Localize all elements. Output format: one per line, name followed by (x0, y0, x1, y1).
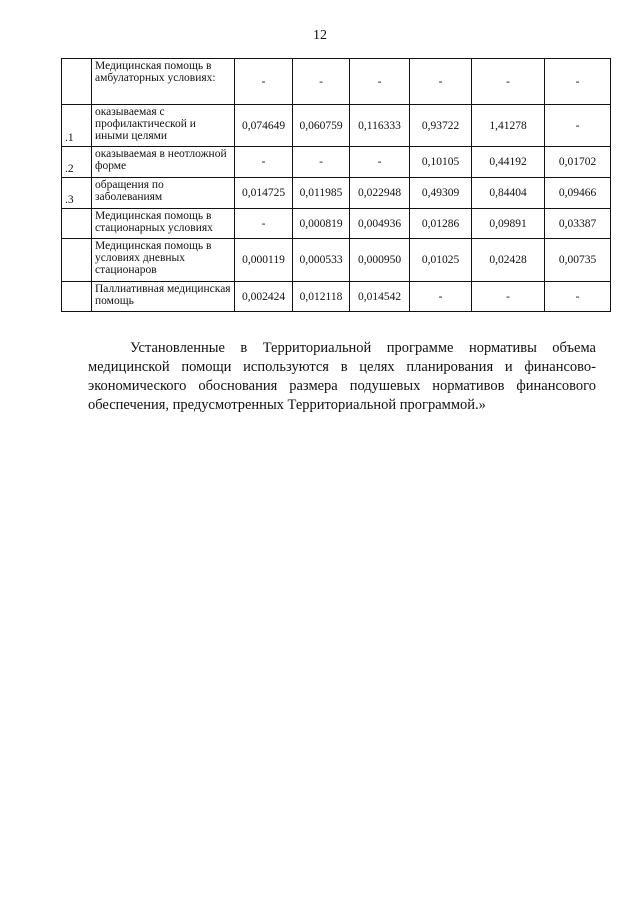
row-number-cell (62, 209, 92, 239)
table-row (62, 282, 611, 312)
value-cell: - (472, 59, 545, 105)
value-cell: 0,02428 (472, 239, 545, 282)
value-cell: 0,49309 (410, 178, 472, 209)
table-row (62, 209, 611, 239)
value-cell: - (350, 59, 410, 105)
row-name-cell: обращения по заболеваниям (92, 178, 235, 209)
row-number-cell: .1 (62, 105, 92, 147)
row-name-cell: оказываемая в неотложной форме (92, 147, 235, 178)
value-cell: 0,00735 (545, 239, 611, 282)
table-row (62, 178, 611, 209)
value-cell: 0,01702 (545, 147, 611, 178)
closing-paragraph: Установленные в Территориальной программе нормативы объема медицинской помощи используются в целях планирования и финансово-экономического обоснования размера подушевых нормативов финансового обеспечения, предусмотренных Территориальной программой.» (88, 340, 596, 413)
table-row (62, 239, 611, 282)
value-cell: 0,014542 (350, 282, 410, 312)
value-cell: 0,84404 (472, 178, 545, 209)
value-cell: 0,060759 (293, 105, 350, 147)
row-name-cell: Медицинская помощь в стационарных условиях (92, 209, 235, 239)
value-cell: 1,41278 (472, 105, 545, 147)
norms-table (61, 58, 611, 312)
value-cell: 0,01025 (410, 239, 472, 282)
value-cell: - (545, 59, 611, 105)
value-cell: - (410, 282, 472, 312)
value-cell: 0,004936 (350, 209, 410, 239)
row-number-cell: .3 (62, 178, 92, 209)
value-cell: 0,10105 (410, 147, 472, 178)
value-cell: 0,116333 (350, 105, 410, 147)
value-cell: - (235, 59, 293, 105)
value-cell: - (235, 147, 293, 178)
row-number-cell (62, 59, 92, 105)
value-cell: 0,011985 (293, 178, 350, 209)
value-cell: - (410, 59, 472, 105)
value-cell: - (293, 147, 350, 178)
value-cell: - (472, 282, 545, 312)
value-cell: - (293, 59, 350, 105)
row-number-cell (62, 239, 92, 282)
row-name-cell: Медицинская помощь в амбулаторных условиях: (92, 59, 235, 105)
value-cell: - (350, 147, 410, 178)
row-number-cell (62, 282, 92, 312)
value-cell: 0,03387 (545, 209, 611, 239)
value-cell: 0,93722 (410, 105, 472, 147)
value-cell: - (545, 105, 611, 147)
value-cell: 0,012118 (293, 282, 350, 312)
value-cell: 0,000950 (350, 239, 410, 282)
page-number: 12 (313, 28, 327, 43)
row-name-cell: оказываемая с профилактической и иными целями (92, 105, 235, 147)
value-cell: 0,44192 (472, 147, 545, 178)
value-cell: 0,022948 (350, 178, 410, 209)
value-cell: 0,000819 (293, 209, 350, 239)
table-body (62, 59, 611, 312)
value-cell: 0,09466 (545, 178, 611, 209)
value-cell: - (235, 209, 293, 239)
value-cell: - (545, 282, 611, 312)
value-cell: 0,000119 (235, 239, 293, 282)
value-cell: 0,09891 (472, 209, 545, 239)
row-number-cell: .2 (62, 147, 92, 178)
table-row (62, 147, 611, 178)
value-cell: 0,000533 (293, 239, 350, 282)
value-cell: 0,014725 (235, 178, 293, 209)
table-row (62, 59, 611, 105)
row-name-cell: Медицинская помощь в условиях дневных стационаров (92, 239, 235, 282)
value-cell: 0,002424 (235, 282, 293, 312)
value-cell: 0,074649 (235, 105, 293, 147)
table-row (62, 105, 611, 147)
value-cell: 0,01286 (410, 209, 472, 239)
row-name-cell: Паллиативная медицинская помощь (92, 282, 235, 312)
